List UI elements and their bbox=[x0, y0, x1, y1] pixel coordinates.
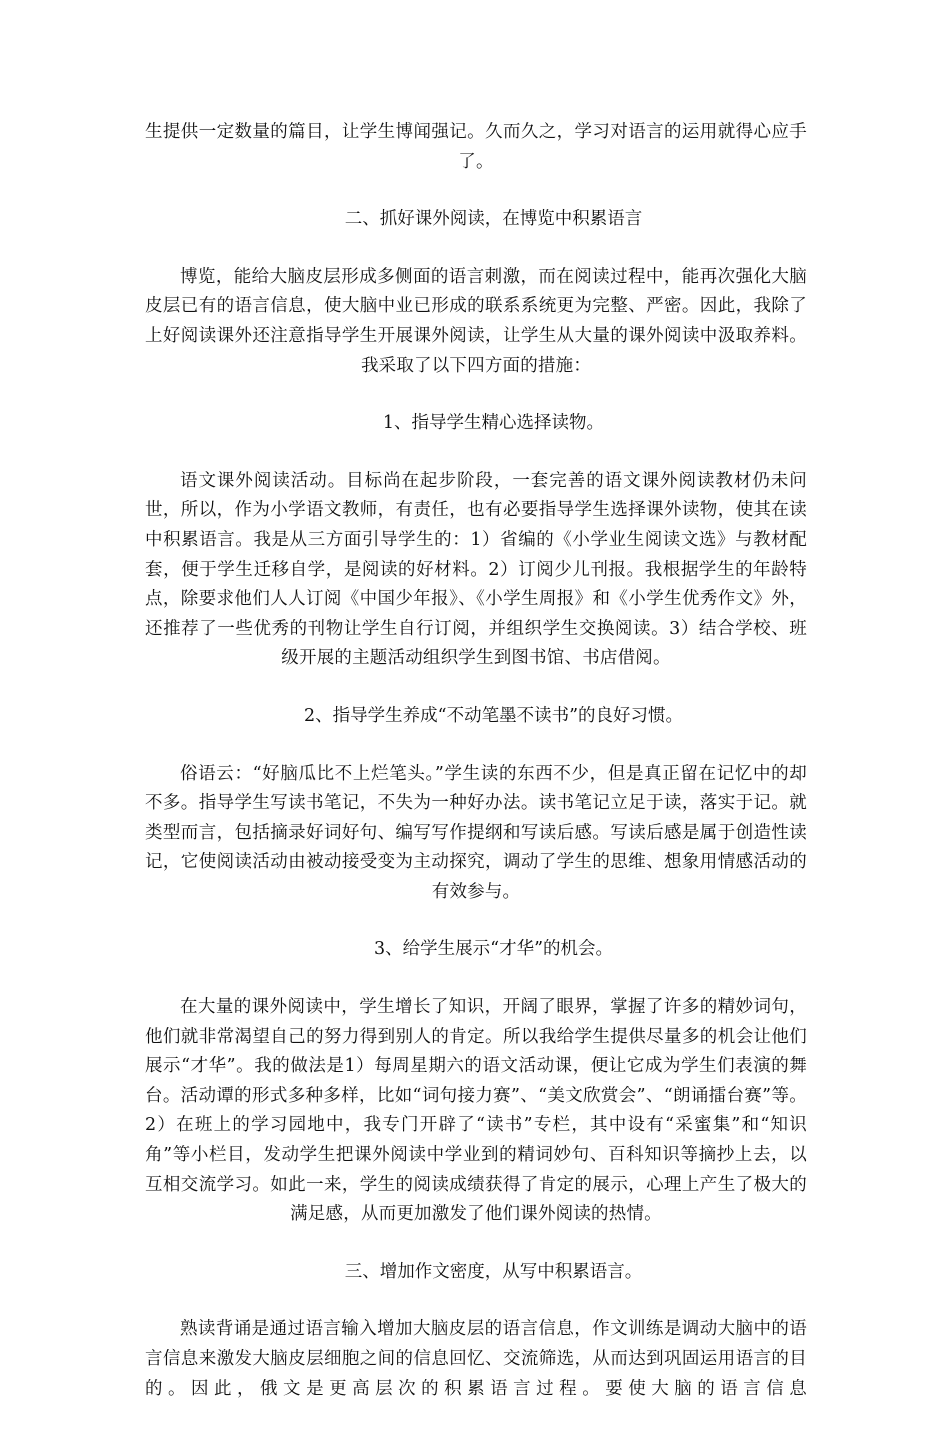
paragraph-reading-notes: 俗语云：“好脑瓜比不上烂笔头。”学生读的东西不少，但是真正留在记忆中的却不多。指导学生写读书笔记，不失为一种好办法。读书笔记立足于读，落实于记。就类型而言，包括摘录好词好句、编写写作提纲和写读后感。写读后感是属于创造性读记，它使阅读活动由被动接受变为主动探究，调动了学生的思维、想象用情感活动的有效参与。 bbox=[145, 763, 807, 902]
subheading-3: 3、给学生展示“才华”的机会。 bbox=[373, 939, 614, 960]
paragraph-show-talent: 在大量的课外阅读中，学生增长了知识，开阔了眼界，掌握了许多的精妙词句，他们就非常渴望自己的努力得到别人的肯定。所以我给学生提供尽量多的机会让他们展示“才华”。我的做法是1）每周星期六的语文活动课，便让它成为学生们表演的舞台。活动谭的形式多种多样，比如“词句接力赛”、“美文欣赏会”、“朗诵擂台赛”等。2）在班上的学习园地中，我专门开辟了“读书”专栏，其中设有“采蜜集”和“知识角”等小栏目，发动学生把课外阅读中学业到的精词妙句、百科知识等摘抄上去，以互相交流学习。如此一来，学生的阅读成绩获得了肯定的展示，心理上产生了极大的满足感，从而更加激发了他们课外阅读的热情。 bbox=[145, 997, 807, 1225]
section-heading-2: 二、抓好课外阅读，在博览中积累语言 bbox=[344, 209, 643, 230]
paragraph-continued: 生提供一定数量的篇目，让学生博闻强记。久而久之，学习对语言的运用就得心应手了。 bbox=[145, 122, 807, 172]
paragraph-reading-materials: 语文课外阅读活动。目标尚在起步阶段，一套完善的语文课外阅读教材仍未问世，所以，作为小学语文教师，有责任，也有必要指导学生选择课外读物，使其在读中积累语言。我是从三方面引导学生的：1）省编的《小学业生阅读文选》与教材配套，便于学生迁移自学，是阅读的好材料。2）订阅少儿刊报。我根据学生的年龄特点，除要求他们人人订阅《中国少年报》、《小学生周报》和《小学生优秀作文》外，还推荐了一些优秀的刊物让学生自行订阅，并组织学生交换阅读。3）结合学校、班级开展的主题活动组织学生到图书馆、书店借阅。 bbox=[145, 470, 807, 669]
paragraph-browsing: 博览，能给大脑皮层形成多侧面的语言刺激，而在阅读过程中，能再次强化大脑皮层已有的语言信息，使大脑中业已形成的联系系统更为完整、严密。因此，我除了上好阅读课外还注意指导学生开展课外阅读，让学生从大量的课外阅读中汲取养料。我采取了以下四方面的措施： bbox=[145, 266, 807, 376]
document-page bbox=[145, 118, 807, 1432]
paragraph-writing: 熟读背诵是通过语言输入增加大脑皮层的语言信息，作文训练是调动大脑中的语言信息来激发大脑皮层细胞之间的信息回忆、交流筛选，从而达到巩固运用语言的目的。因此，俄文是更高层次的积累语言过程。要使大脑的语言信息 bbox=[145, 1319, 807, 1399]
subheading-2: 2、指导学生养成“不动笔墨不读书”的良好习惯。 bbox=[303, 705, 684, 726]
section-heading-3: 三、增加作文密度，从写中积累语言。 bbox=[344, 1261, 643, 1282]
subheading-1: 1、指导学生精心选择读物。 bbox=[382, 413, 605, 434]
